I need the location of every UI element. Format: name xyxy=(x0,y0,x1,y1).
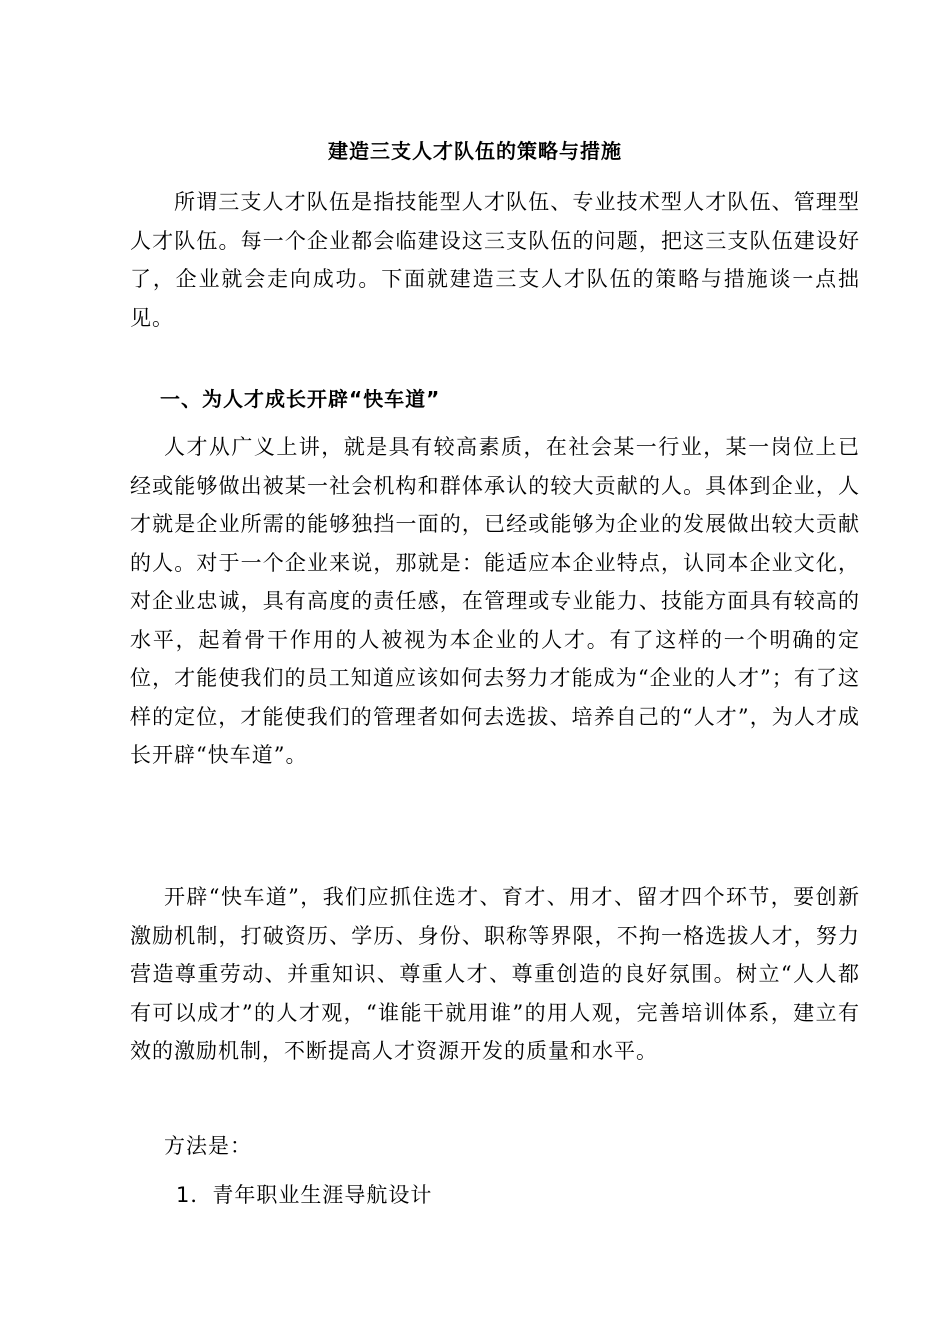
body-paragraph: 人才从广义上讲，就是具有较高素质，在社会某一行业，某一岗位上已经或能够做出被某一社会机构和群体承认的较大贡献的人。具体到企业，人才就是企业所需的能够独挡一面的，已经或能够为企业的发展做出较大贡献的人。对于一个企业来说，那就是：能适应本企业特点，认同本企业文化，对企业忠诚，具有高度的责任感，在管理或专业能力、技能方面具有较高的水平，起着骨干作用的人被视为本企业的人才。有了这样的一个明确的定位，才能使我们的员工知道应该如何去努力才能成为“企业的人才”；有了这样的定位，才能使我们的管理者如何去选拔、培养自己的“人才”，为人才成长开辟“快车道”。 xyxy=(130,435,860,767)
body-paragraph: 方法是： xyxy=(164,1134,252,1158)
document-title: 建造三支人才队伍的策略与措施 xyxy=(328,139,622,163)
sub-heading: 1．青年职业生涯导航设计 xyxy=(176,1183,433,1207)
intro-paragraph: 所谓三支人才队伍是指技能型人才队伍、专业技术型人才队伍、管理型人才队伍。每一个企业都会临建设这三支队伍的问题，把这三支队伍建设好了，企业就会走向成功。下面就建造三支人才队伍的策略与措施谈一点拙见。 xyxy=(130,190,860,330)
body-paragraph: 开辟“快车道”，我们应抓住选才、育才、用才、留才四个环节，要创新激励机制，打破资历、学历、身份、职称等界限，不拘一格选拔人才，努力营造尊重劳动、并重知识、尊重人才、尊重创造的良好氛围。树立“人人都有可以成才”的人才观，“谁能干就用谁”的用人观，完善培训体系，建立有效的激励机制，不断提高人才资源开发的质量和水平。 xyxy=(130,885,860,1063)
section-heading: 一、为人才成长开辟“快车道” xyxy=(160,387,441,411)
